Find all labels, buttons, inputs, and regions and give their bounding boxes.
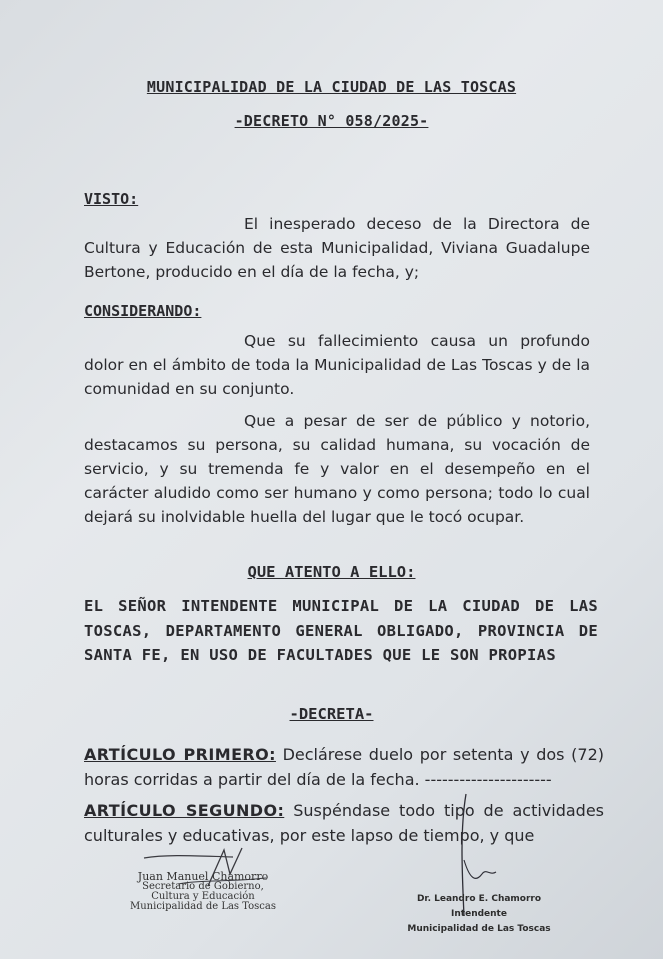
decree-number: -DECRETO N° 058/2025- xyxy=(234,112,429,130)
article-segundo-text: Suspéndase todo tipo de actividades culturales y educativas, por este lapso de tiempo, y que xyxy=(84,801,605,845)
left-signer-name: Juan Manuel Chamorro xyxy=(137,870,269,883)
institution-title: MUNICIPALIDAD DE LA CIUDAD DE LAS TOSCAS xyxy=(146,78,517,96)
right-signer-name: Dr. Leandro E. Chamorro xyxy=(416,894,542,904)
right-signer-role: Intendente xyxy=(451,909,507,919)
considerando-paragraph-2: Que a pesar de ser de público y notorio, destacamos su persona, su calidad humana, su vocación de servicio, y su tremenda fe y valor en el desempeño en el carácter aludido como ser humano y como persona; todo lo cual dejará su inolvidable huella del lugar que le tocó ocupar. xyxy=(84,412,590,526)
left-signer-title-2: Cultura y Educación xyxy=(151,891,255,902)
article-segundo-label: ARTÍCULO SEGUNDO: xyxy=(84,801,285,820)
left-signer-title-1: Secretario de Gobierno, xyxy=(142,881,264,892)
decreta-heading: -DECRETA- xyxy=(289,705,374,723)
left-signature-block xyxy=(118,872,288,912)
left-signer-org: Municipalidad de Las Toscas xyxy=(130,901,276,912)
visto-text: El inesperado deceso de la Directora de Cultura y Educación de esta Municipalidad, Viviana Guadalupe Bertone, producido en el día de la fecha, y; xyxy=(84,215,590,281)
article-segundo xyxy=(84,798,604,848)
right-signature-block xyxy=(404,892,554,937)
article-primero-text: Declárese duelo por setenta y dos (72) horas corridas a partir del día de la fecha. ---------------------- xyxy=(84,745,604,789)
visto-heading: VISTO: xyxy=(84,190,139,208)
considerando-heading: CONSIDERANDO: xyxy=(84,302,202,320)
article-primero xyxy=(84,742,604,792)
resolution-heading: QUE ATENTO A ELLO: xyxy=(247,563,416,581)
article-primero-label: ARTÍCULO PRIMERO: xyxy=(84,745,276,764)
authority-statement: EL SEÑOR INTENDENTE MUNICIPAL DE LA CIUDAD DE LAS TOSCAS, DEPARTAMENTO GENERAL OBLIGADO, PROVINCIA DE SANTA FE, EN USO DE FACULTADES QUE LE SON PROPIAS xyxy=(84,597,598,664)
considerando-paragraph-1: Que su fallecimiento causa un profundo dolor en el ámbito de toda la Municipalidad de Las Toscas y de la comunidad en su conjunto. xyxy=(84,332,590,398)
right-signer-org: Municipalidad de Las Toscas xyxy=(407,924,551,934)
